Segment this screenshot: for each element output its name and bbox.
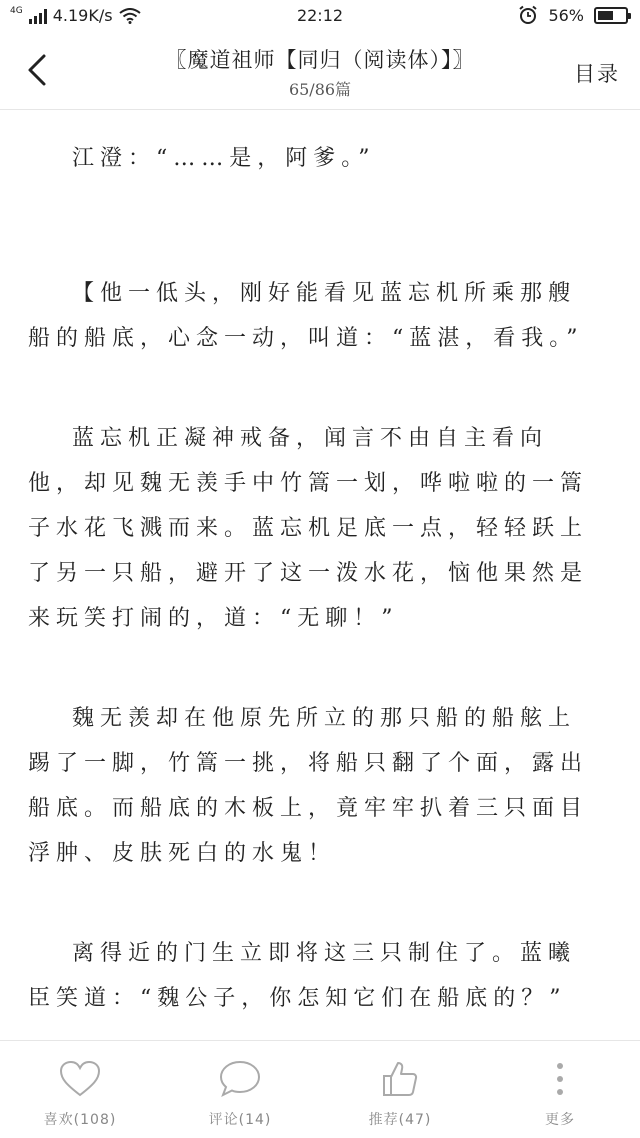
- battery-fill: [598, 11, 613, 20]
- clock: 22:12: [296, 6, 344, 25]
- reader-header: [0, 32, 640, 110]
- toc-button[interactable]: 目录: [574, 62, 620, 86]
- comment-label: 评论(14): [208, 1112, 272, 1128]
- reading-content: [28, 136, 598, 1021]
- more-button[interactable]: [480, 1041, 640, 1138]
- network-type: 4G: [10, 6, 23, 16]
- thumbs-up-icon: [378, 1057, 422, 1101]
- status-right: [518, 5, 628, 25]
- chapter-progress: 65/86篇: [288, 80, 352, 99]
- book-title: 〖魔道祖师【同归（阅读体）】〗: [165, 48, 475, 72]
- recommend-button[interactable]: [320, 1041, 480, 1138]
- paragraph: 魏无羡却在他原先所立的那只船的船舷上踢了一脚，竹篙一挑，将船只翻了个面，露出船底。而船底的木板上，竟牢牢扒着三只面目浮肿、皮肤死白的水鬼！: [28, 706, 589, 866]
- like-label: 喜欢(108): [43, 1112, 117, 1128]
- paragraph: 【他一低头，刚好能看见蓝忘机所乘那艘船的船底，心念一动，叫道：“蓝湛，看我。”: [28, 281, 584, 351]
- more-dots-icon: [538, 1057, 582, 1101]
- comment-bubble-icon: [218, 1057, 262, 1101]
- battery-percent: 56%: [548, 5, 584, 25]
- battery-icon: [594, 7, 628, 24]
- recommend-label: 推荐(47): [368, 1112, 432, 1128]
- comment-button[interactable]: [160, 1041, 320, 1138]
- paragraph: 江澄：“……是，阿爹。”: [72, 146, 376, 171]
- status-bar: [0, 0, 640, 32]
- more-label: 更多: [545, 1112, 575, 1128]
- paragraph: 离得近的门生立即将这三只制住了。蓝曦臣笑道：“魏公子，你怎知它们在船底的？”: [28, 941, 577, 1011]
- like-button[interactable]: [0, 1041, 160, 1138]
- paragraph: 蓝忘机正凝神戒备，闻言不由自主看向他，却见魏无羡手中竹篙一划，哗啦啦的一篙子水花飞溅而来。蓝忘机足底一点，轻轻跃上了另一只船，避开了这一泼水花，恼他果然是来玩笑打闹的，道：“无聊！”: [28, 426, 589, 631]
- heart-icon: [58, 1057, 102, 1101]
- bottom-action-bar: [0, 1040, 640, 1138]
- network-speed: 4.19K/s: [52, 6, 113, 25]
- alarm-icon: [518, 5, 538, 25]
